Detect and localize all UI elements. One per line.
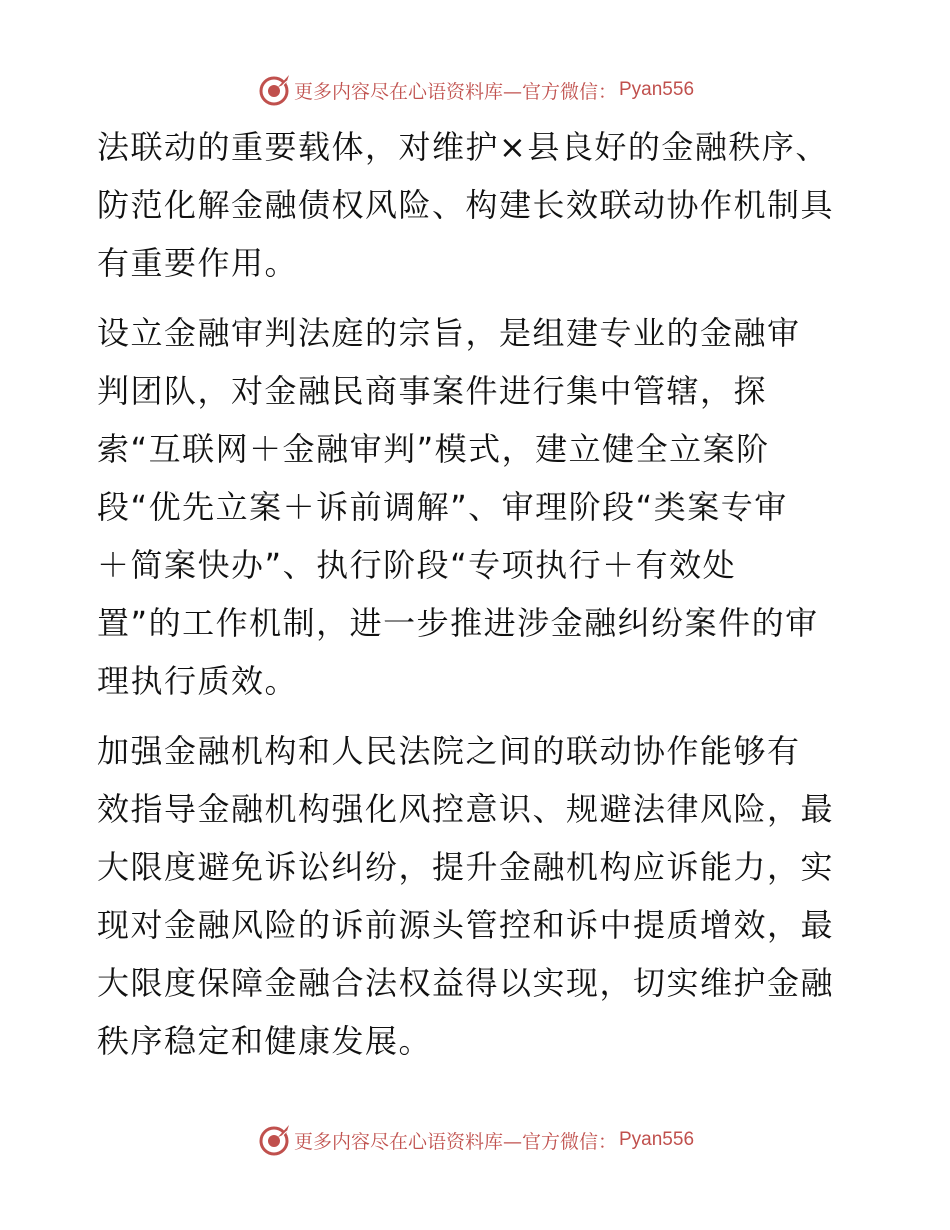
text-line: 加强金融机构和人民法院之间的联动协作能够有 [97, 732, 801, 770]
banner-text: 更多内容尽在心语资料库—官方微信： [293, 1130, 617, 1153]
banner-text: 更多内容尽在心语资料库—官方微信： [293, 80, 617, 103]
text-line: 设立金融审判法庭的宗旨，是组建专业的金融审 [97, 314, 801, 352]
header-banner [0, 70, 950, 110]
quill-logo-icon [256, 72, 292, 108]
text-line: 大限度保障金融合法权益得以实现，切实维护金融 [97, 964, 835, 1002]
paragraph [97, 118, 853, 292]
text-line: 防范化解金融债权风险、构建长效联动协作机制具 [97, 186, 835, 224]
text-line: 索“互联网＋金融审判”模式，建立健全立案阶 [97, 430, 770, 468]
paragraph [97, 722, 853, 1070]
banner-wechat-id: Pyan556 [619, 79, 695, 100]
text-line: 大限度避免诉讼纠纷，提升金融机构应诉能力，实 [97, 848, 835, 886]
banner-wechat-id: Pyan556 [619, 1129, 695, 1150]
text-line: 置”的工作机制，进一步推进涉金融纠纷案件的审 [97, 604, 819, 642]
text-line: 理执行质效。 [97, 662, 299, 700]
quill-logo-icon [256, 1122, 292, 1158]
document-body [97, 118, 853, 1070]
text-line: 现对金融风险的诉前源头管控和诉中提质增效，最 [97, 906, 835, 944]
footer-banner [0, 1120, 950, 1160]
text-line: 段“优先立案＋诉前调解”、审理阶段“类案专审 [97, 488, 788, 526]
text-line: 有重要作用。 [97, 244, 299, 282]
text-line: 秩序稳定和健康发展。 [97, 1022, 433, 1060]
text-line: 效指导金融机构强化风控意识、规避法律风险，最 [97, 790, 835, 828]
text-line: 法联动的重要载体，对维护×县良好的金融秩序、 [97, 128, 829, 166]
paragraph [97, 304, 853, 710]
text-line: 判团队，对金融民商事案件进行集中管辖，探 [97, 372, 768, 410]
text-line: ＋简案快办”、执行阶段“专项执行＋有效处 [97, 546, 737, 584]
